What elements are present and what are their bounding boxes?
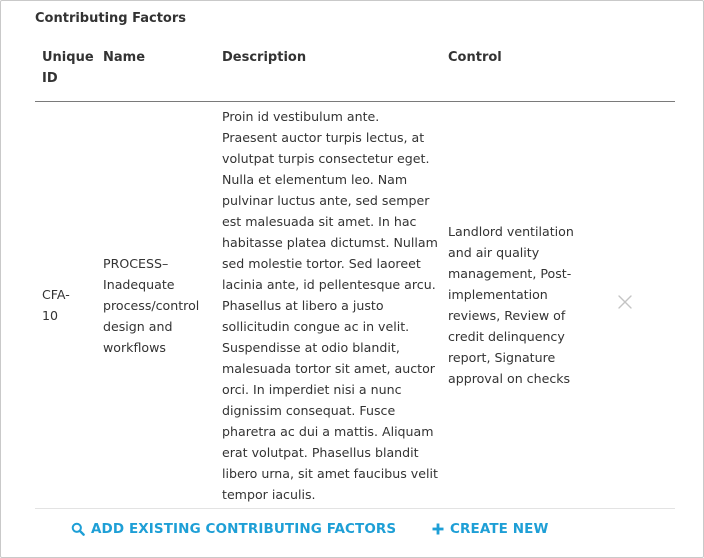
cell-name: PROCESS– Inadequate process/control design and workflows	[103, 256, 200, 355]
cell-control: Landlord ventilation and air quality management, Post- implementation reviews, Review of credit delinquency report, Signature approval on checks	[448, 224, 574, 386]
cell-unique-id: CFA- 10	[42, 287, 70, 323]
search-icon	[71, 522, 85, 536]
add-existing-contributing-factors-button[interactable]	[71, 521, 396, 537]
create-new-button[interactable]	[432, 521, 548, 537]
column-header-control: Control	[448, 50, 502, 65]
header-divider	[35, 101, 675, 102]
plus-icon	[432, 523, 444, 535]
row-divider	[35, 508, 675, 509]
cell-description: Proin id vestibulum ante. Praesent auctor turpis lectus, at volutpat turpis consectetur eget. Nulla et elementum leo. Nam pulvinar luctus ante, sed semper est malesuada sit amet. In hac habitasse platea dictumst. Nullam sed molestie tortor. Sed laoreet lacinia ante, id pellentesque arcu. Phasellus at libero a justo sollicitudin congue ac in velit. Suspendisse at odio blandit, malesuada tortor sit amet, auctor orci. In imperdiet nisi a nunc dignissim consequat. Fusce pharetra ac dui a mattis. Aliquam erat volutpat. Phasellus blandit libero urna, sit amet faucibus velit tempor iaculis.	[222, 109, 438, 502]
section-title: Contributing Factors	[35, 11, 187, 26]
add-existing-label: ADD EXISTING CONTRIBUTING FACTORS	[91, 521, 397, 537]
create-new-label: CREATE NEW	[450, 521, 549, 537]
remove-row-button[interactable]	[613, 290, 637, 314]
column-header-unique-id: Unique ID	[42, 50, 94, 86]
column-header-description: Description	[222, 50, 307, 65]
close-icon	[613, 290, 637, 314]
column-header-name: Name	[103, 50, 146, 65]
